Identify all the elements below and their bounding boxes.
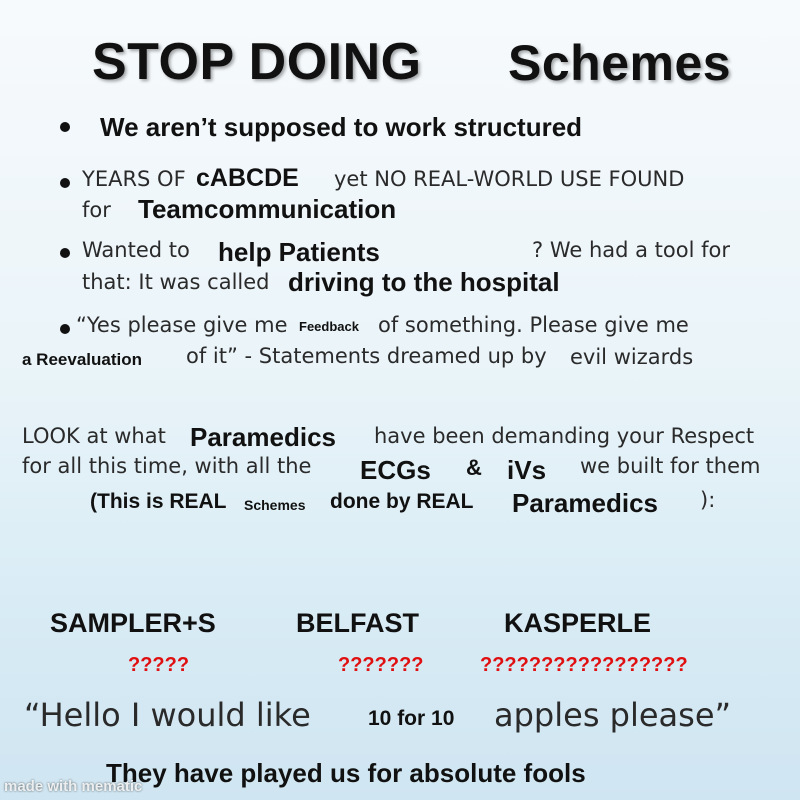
bullet-2-line1-a: YEARS OF [82, 167, 186, 191]
bullet-4-line1-a: “Yes please give me [76, 313, 288, 337]
look-line3-b: Schemes [244, 497, 306, 513]
bullet-3-line2-b: driving to the hospital [288, 267, 560, 297]
bullet-dot-2 [60, 178, 70, 188]
bullet-2-line2-b: Teamcommunication [138, 194, 397, 224]
scheme-name-belfast: BELFAST [296, 608, 420, 638]
bullet-4-line2-b: of it” - Statements dreamed up by [186, 344, 547, 368]
scheme-marks-sampler: ????? [128, 654, 190, 676]
scheme-marks-belfast: ??????? [338, 654, 424, 676]
look-line1-b: Paramedics [190, 422, 336, 452]
bullet-dot-1 [60, 122, 70, 132]
bullet-dot-4 [60, 324, 70, 334]
bullet-3-line2-a: that: It was called [82, 270, 270, 294]
look-line2-d: iVs [507, 455, 547, 485]
look-line2-b: ECGs [360, 455, 431, 485]
bullet-4-line1-c: of something. Please give me [378, 313, 689, 337]
bullet-2-line1-b: cABCDE [196, 164, 299, 192]
look-line3-e: ): [700, 488, 716, 512]
footer-caption: They have played us for absolute fools [106, 758, 586, 788]
bullet-4-line2-a: a Reevaluation [22, 350, 142, 369]
look-line1-c: have been demanding your Respect [374, 424, 755, 448]
scheme-name-kasperle: KASPERLE [504, 608, 652, 638]
title-schemes: Schemes [508, 35, 732, 91]
bullet-4-line1-b: Feedback [299, 319, 359, 334]
bullet-4-line2-c: evil wizards [570, 345, 694, 369]
look-line1-a: LOOK at what [22, 424, 166, 448]
look-line2-e: we built for them [580, 454, 761, 478]
look-line3-a: (This is REAL [90, 490, 227, 513]
mematic-watermark: made with mematic [4, 778, 143, 795]
quote-part-a: “Hello I would like [24, 696, 311, 734]
look-line2-c: & [466, 455, 482, 480]
title-stop-doing: STOP DOING [92, 33, 422, 91]
bullet-2-line2-a: for [82, 198, 111, 222]
look-line2-a: for all this time, with all the [22, 454, 312, 478]
bullet-2-line1-c: yet NO REAL-WORLD USE FOUND [334, 167, 685, 191]
quote-part-c: apples please” [494, 696, 732, 734]
look-line3-c: done by REAL [330, 490, 474, 513]
bullet-3-line1-b: help Patients [218, 237, 380, 267]
scheme-name-sampler: SAMPLER+S [50, 608, 216, 638]
look-line3-d: Paramedics [512, 488, 658, 518]
scheme-marks-kasperle: ????????????????? [480, 654, 688, 676]
bullet-dot-3 [60, 248, 70, 258]
bullet-1-text: We aren’t supposed to work structured [100, 112, 583, 142]
bullet-3-line1-a: Wanted to [82, 238, 190, 262]
bullet-3-line1-c: ? We had a tool for [532, 238, 730, 262]
quote-part-b: 10 for 10 [368, 707, 455, 730]
